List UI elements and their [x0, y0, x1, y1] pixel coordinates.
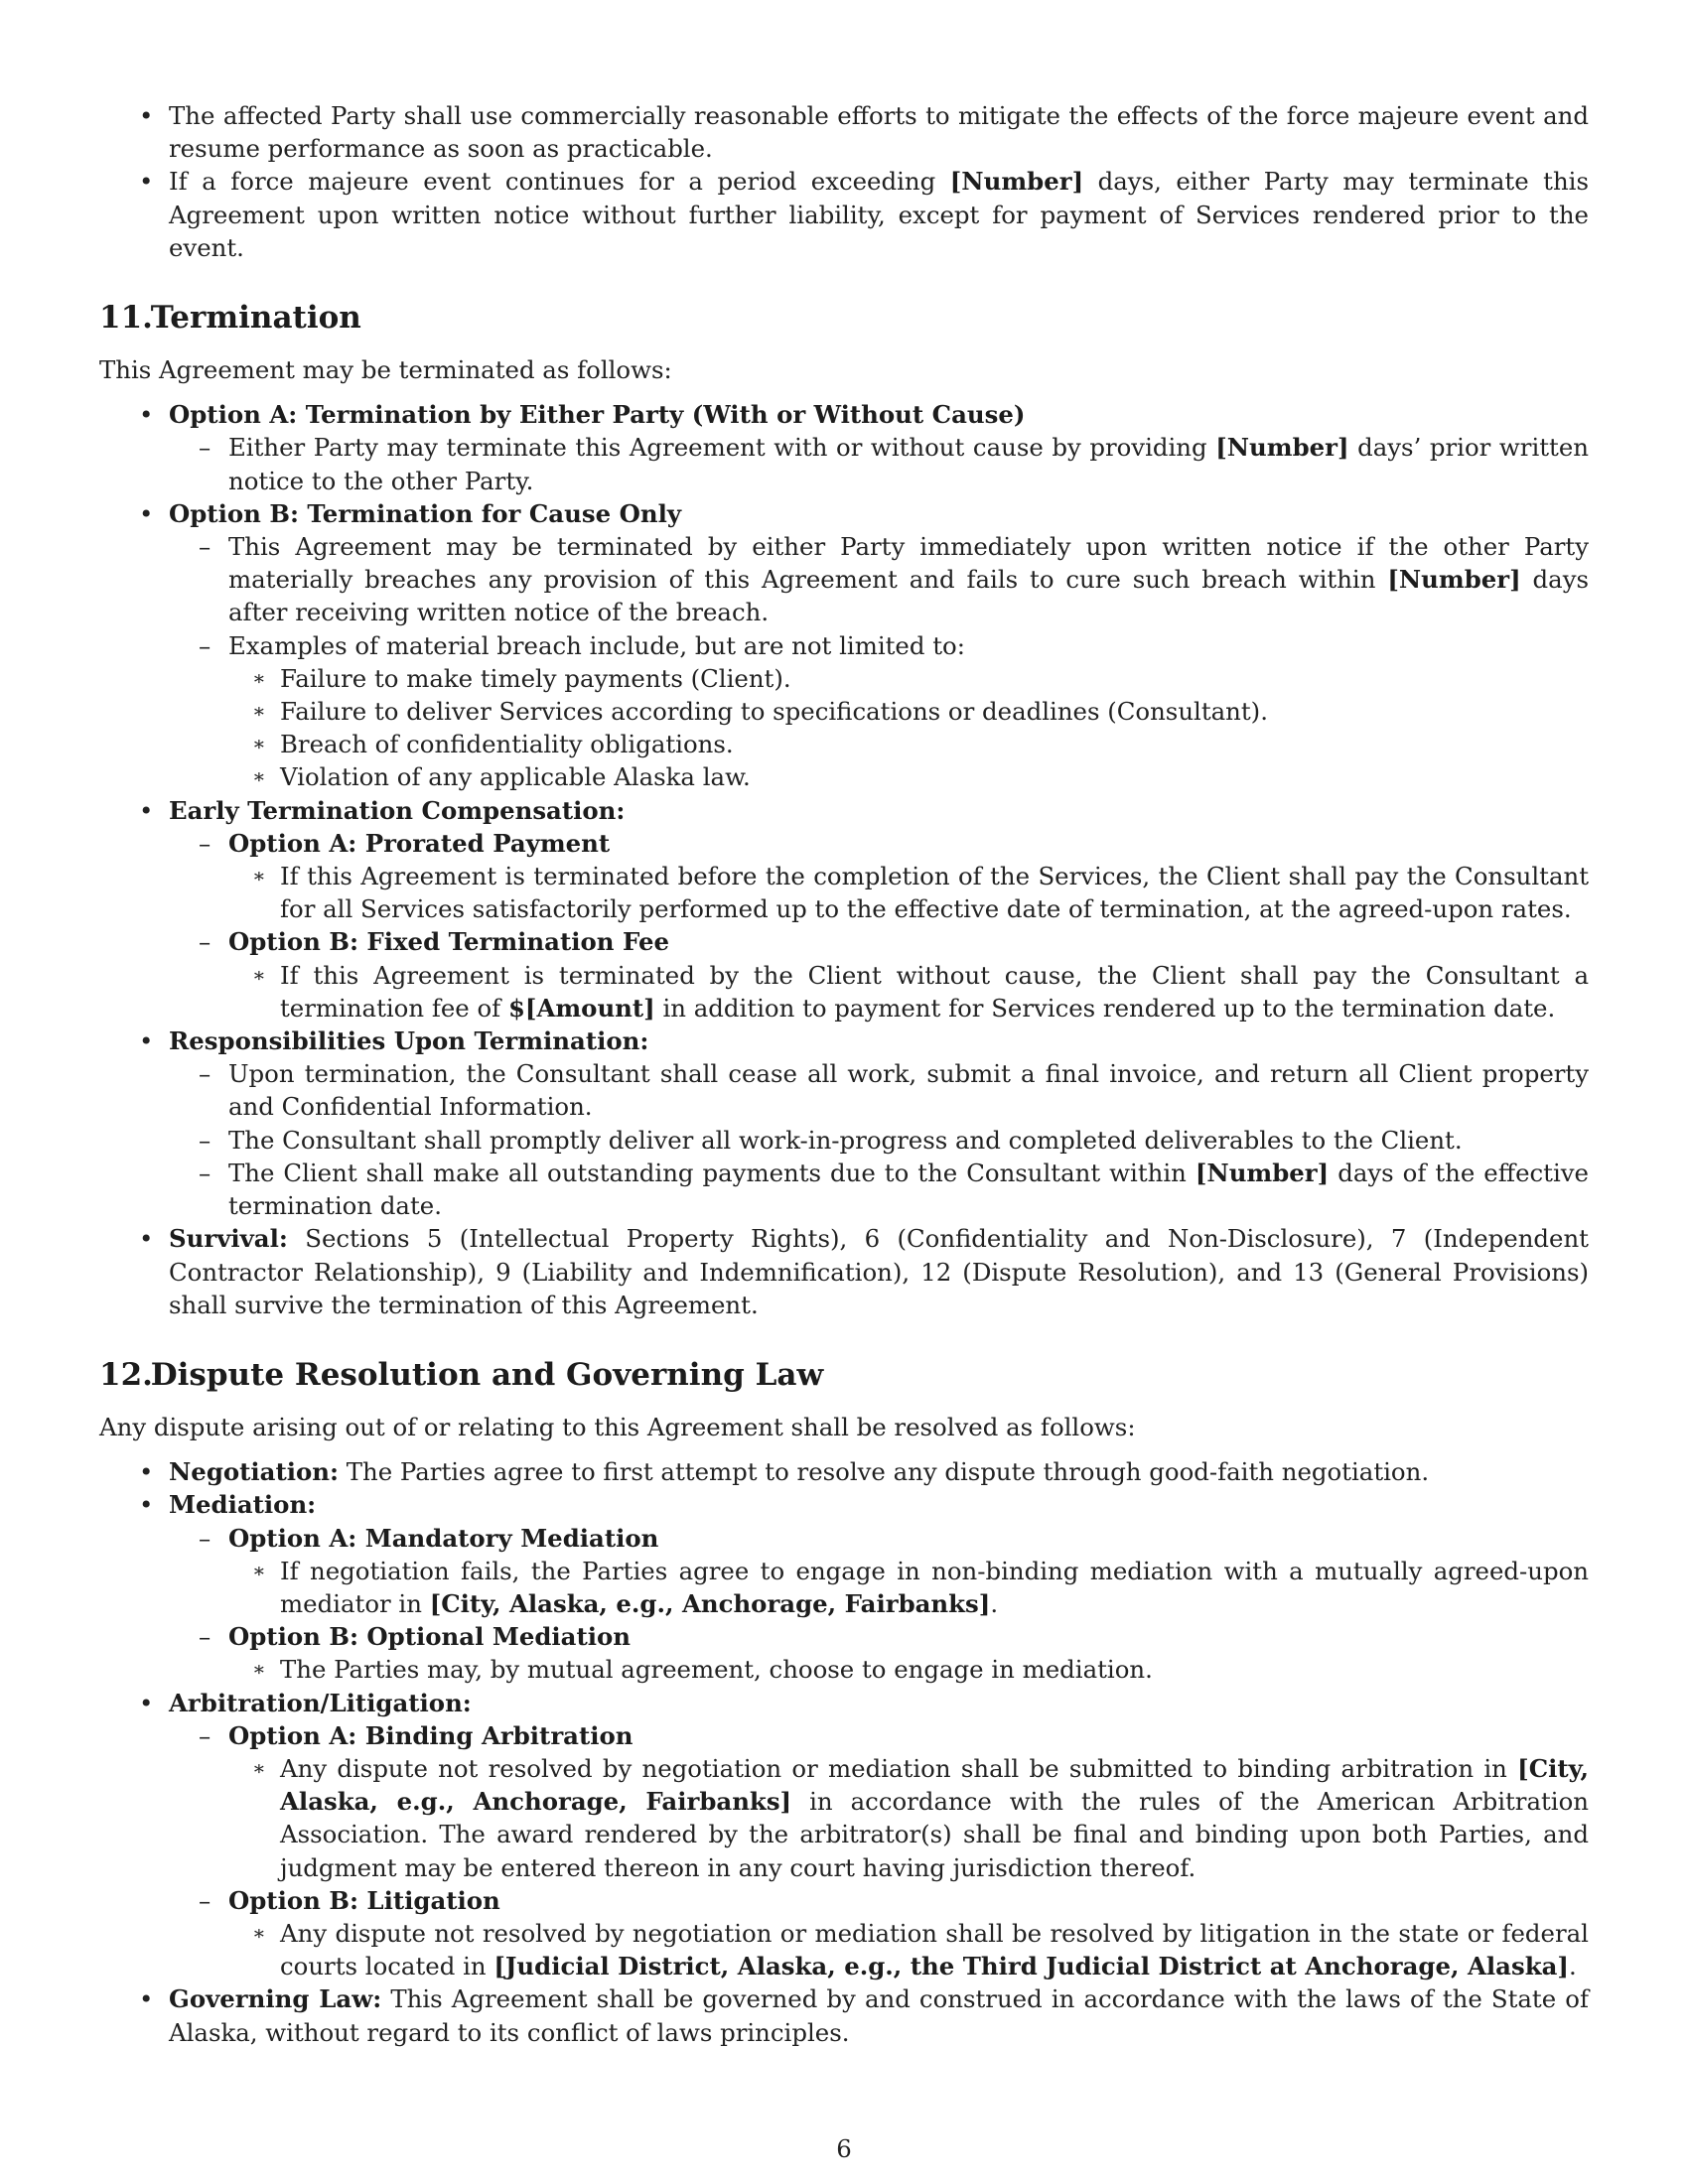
list-item — [169, 629, 1589, 794]
list-item — [99, 1982, 1589, 2048]
list-item: ∗ Failure to deliver Services according to specifications or deadlines (Consultant). — [228, 695, 1589, 728]
text: This Agreement shall be governed by and construed in accordance with the laws of the State of Alaska, without regard to its conflict of laws principles. — [169, 1984, 1590, 2047]
list-item: ∗ Breach of confidentiality obligations. — [228, 728, 1589, 760]
list-item — [169, 1719, 1589, 1884]
text: Examples of material breach include, but are not limited to: — [228, 630, 965, 660]
list-item: ∗ Failure to make timely payments (Client). — [228, 662, 1589, 695]
text: days of the effective termination date. — [228, 1158, 1589, 1221]
list-item — [169, 925, 1589, 1024]
text: days after receiving written notice of the breach. — [228, 565, 1589, 627]
document-page — [99, 99, 1589, 2049]
option-title: Option B: Optional Mediation — [228, 1622, 632, 1652]
list-item — [228, 1917, 1589, 1982]
section-heading-dispute-resolution — [99, 1355, 1589, 1395]
sublist — [169, 1522, 1589, 1687]
text: The Parties agree to first attempt to resolve any dispute through good-faith negotiation. — [339, 1457, 1430, 1487]
list-item — [169, 1522, 1589, 1621]
list-item: – Upon termination, the Consultant shall cease all work, submit a final invoice, and return all Client property and Confidential Information. — [169, 1057, 1589, 1123]
list-item — [99, 1687, 1589, 1983]
list-item — [99, 1455, 1589, 1488]
sublist — [228, 1917, 1589, 1982]
placeholder: $[Amount] — [507, 993, 655, 1023]
option-title: Option A: Binding Arbitration — [228, 1720, 633, 1750]
placeholder: [Judicial District, Alaska, e.g., the Third Judicial District at Anchorage, Alaska] — [493, 1952, 1569, 1981]
placeholder: [City, Alaska, e.g., Anchorage, Fairbanks] — [280, 1753, 1589, 1817]
text: If a force majeure event continues for a period exceeding — [169, 167, 950, 197]
list-item — [228, 1555, 1589, 1620]
section-title: Termination — [150, 300, 361, 337]
list-item — [99, 1024, 1589, 1222]
text: days, either Party may terminate this Agreement upon written notice without further liability, except for payment of Services rendered prior to the event. — [169, 167, 1589, 262]
placeholder: [Number] — [1215, 433, 1349, 463]
section-heading-termination — [99, 298, 1589, 338]
option-title: Option A: Termination by Either Party (With or Without Cause) — [169, 400, 1026, 430]
list-item — [169, 1157, 1589, 1222]
section-number: 11. — [99, 300, 153, 337]
list-item-text: The affected Party shall use commercially reasonable efforts to mitigate the effects of the force majeure event and resume performance as soon as practicable. — [169, 101, 1589, 164]
list-item — [169, 431, 1589, 496]
option-title: Option B: Litigation — [228, 1885, 500, 1915]
option-title: Option B: Termination for Cause Only — [169, 498, 682, 528]
termination-list — [99, 398, 1589, 1321]
text: The Client shall make all outstanding payments due to the Consultant within — [228, 1158, 1196, 1187]
dispute-list — [99, 1455, 1589, 2049]
list-item — [169, 1620, 1589, 1686]
text: days’ prior written notice to the other Party. — [228, 433, 1589, 495]
option-title: Option A: Prorated Payment — [228, 828, 611, 858]
option-title: Mediation: — [169, 1490, 317, 1520]
list-item: ∗ If this Agreement is terminated before the completion of the Services, the Client shall pay the Consultant for all Services satisfactorily performed up to the effective date of termination, at the agreed-upon rates. — [228, 860, 1589, 925]
list-item — [99, 1488, 1589, 1686]
sublist — [169, 1057, 1589, 1222]
list-item — [99, 99, 1589, 165]
list-item — [169, 827, 1589, 926]
section-intro: Any dispute arising out of or relating to this Agreement shall be resolved as follows: — [99, 1412, 1136, 1441]
text: This Agreement may be terminated by either Party immediately upon written notice if the other Party materially breaches any provision of this Agreement and fails to cure such breach within — [228, 532, 1589, 595]
item-label: Survival: — [169, 1224, 288, 1254]
text: . — [990, 1588, 999, 1618]
list-item — [228, 1752, 1589, 1884]
sublist — [169, 1719, 1589, 1983]
section-number: 12. — [99, 1356, 153, 1393]
text: Sections 5 (Intellectual Property Rights), 6 (Confidentiality and Non-Disclosure), 7 (Independent Contractor Relationship), 9 (Liability and Indemnification), 12 (Dispute Resolution), and 13 (General Provisions) shall survive the termination of this Agreement. — [169, 1224, 1589, 1319]
list-item — [99, 497, 1589, 794]
force-majeure-list — [99, 99, 1589, 264]
option-title: Early Termination Compensation: — [169, 795, 626, 825]
option-title: Responsibilities Upon Termination: — [169, 1026, 649, 1056]
sublist — [228, 860, 1589, 925]
sublist — [228, 1555, 1589, 1620]
list-item — [169, 1884, 1589, 1983]
placeholder: [Number] — [1387, 565, 1521, 595]
option-title: Option B: Fixed Termination Fee — [228, 927, 669, 957]
placeholder: [Number] — [1195, 1158, 1330, 1187]
sublist — [169, 431, 1589, 496]
list-item: – The Consultant shall promptly deliver all work-in-progress and completed deliverables to the Client. — [169, 1124, 1589, 1157]
option-title: Arbitration/Litigation: — [169, 1688, 472, 1717]
text: . — [1568, 1952, 1577, 1981]
list-item: ∗ Violation of any applicable Alaska law. — [228, 760, 1589, 793]
text: If this Agreement is terminated by the Client without cause, the Client shall pay the Consultant a termination fee of — [280, 960, 1589, 1023]
text: If negotiation fails, the Parties agree to engage in non-binding mediation with a mutually agreed-upon mediator in — [280, 1556, 1589, 1618]
option-title: Option A: Mandatory Mediation — [228, 1523, 659, 1553]
page-number: 6 — [836, 2134, 852, 2163]
text: Any dispute not resolved by negotiation or mediation shall be resolved by litigation in the state or federal courts located in — [280, 1918, 1589, 1981]
text: in accordance with the rules of the American Arbitration Association. The award rendered by the arbitrator(s) shall be final and binding upon both Parties, and judgment may be entered thereon in any court having jurisdiction thereof. — [280, 1787, 1589, 1882]
sublist — [228, 959, 1589, 1024]
sublist — [169, 530, 1589, 794]
text: Any dispute not resolved by negotiation or mediation shall be submitted to binding arbitration in — [280, 1753, 1518, 1783]
item-label: Governing Law: — [169, 1984, 382, 2014]
list-item — [228, 959, 1589, 1024]
examples-list — [228, 662, 1589, 794]
text: in addition to payment for Services rendered up to the termination date. — [654, 993, 1556, 1023]
placeholder: [Number] — [949, 167, 1084, 197]
sublist — [228, 1752, 1589, 1884]
item-label: Negotiation: — [169, 1457, 340, 1487]
list-item — [99, 794, 1589, 1024]
list-item: ∗ The Parties may, by mutual agreement, choose to engage in mediation. — [228, 1653, 1589, 1686]
list-item — [169, 530, 1589, 629]
sublist — [228, 1653, 1589, 1686]
section-intro: This Agreement may be terminated as follows: — [99, 355, 672, 385]
list-item — [99, 1222, 1589, 1321]
text: Either Party may terminate this Agreement with or without cause by providing — [228, 433, 1216, 463]
sublist — [169, 827, 1589, 1024]
placeholder: [City, Alaska, e.g., Anchorage, Fairbanks] — [429, 1588, 991, 1618]
list-item — [99, 398, 1589, 497]
section-title: Dispute Resolution and Governing Law — [150, 1356, 824, 1393]
list-item — [99, 165, 1589, 264]
